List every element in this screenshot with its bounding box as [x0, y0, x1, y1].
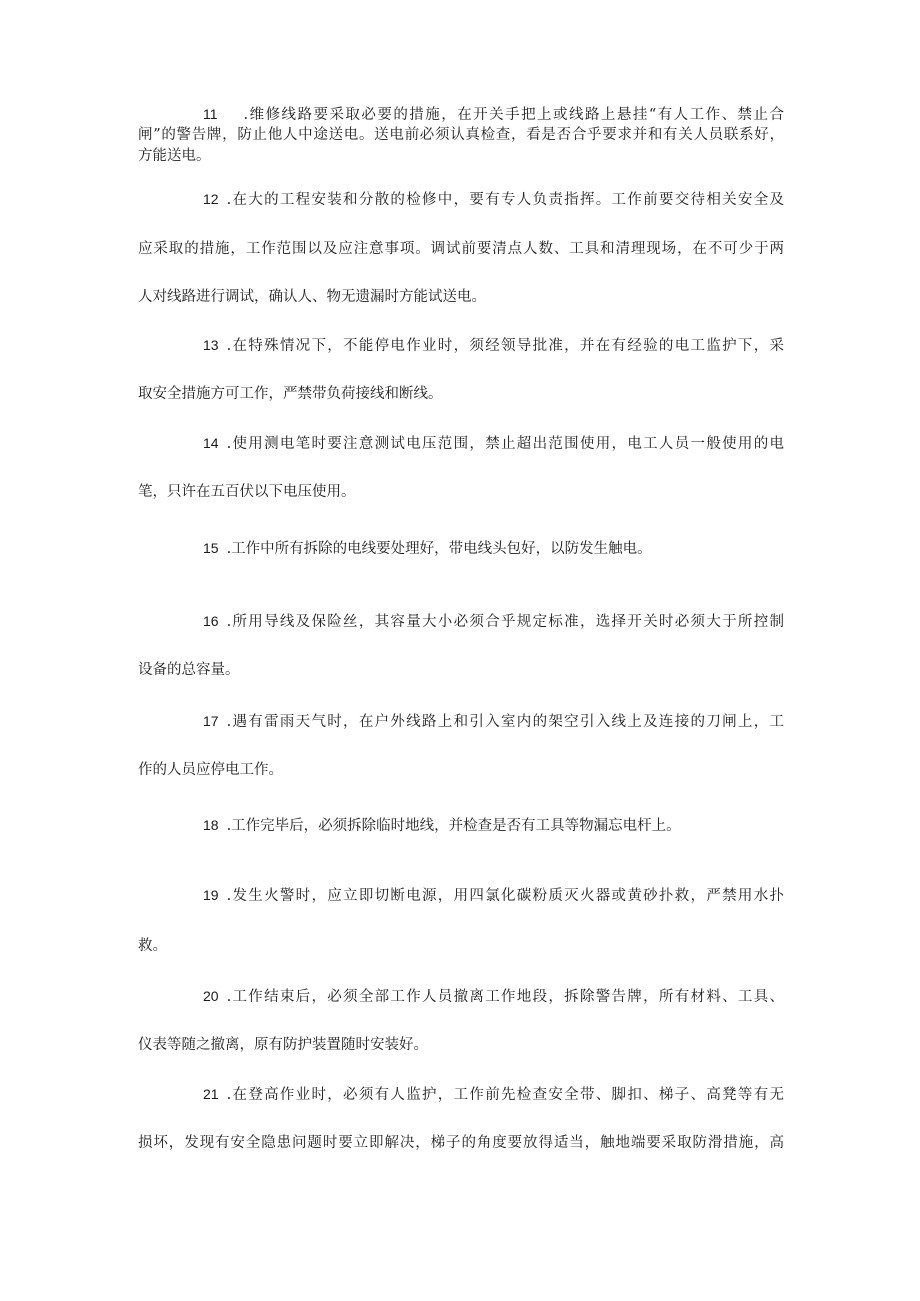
paragraph-text: .维修线路要采取必要的措施，在开关手把上或线路上悬挂“有人工作、禁止合 — [243, 107, 784, 123]
paragraph-line — [203, 711, 784, 732]
paragraph-text: .工作中所有拆除的电线要处理好，带电线头包好，以防发生触电。 — [226, 541, 652, 557]
paragraph-text: .在登高作业时，必须有人监护，工作前先检查安全带、脚扣、梯子、高凳等有无 — [226, 1087, 784, 1103]
paragraph-line — [203, 538, 784, 559]
paragraph-line — [203, 104, 784, 125]
paragraph-line: 应采取的措施，工作范围以及应注意事项。调试前要清点人数、工具和清理现场，在不可少于两 — [138, 241, 784, 257]
item-number: 19 — [203, 887, 219, 903]
paragraph-text: .使用测电笔时要注意测试电压范围，禁止超出范围使用，电工人员一般使用的电 — [226, 436, 784, 452]
item-number: 11 — [203, 106, 218, 122]
paragraph-line: 闸”的警告牌，防止他人中途送电。送电前必须认真检查，看是否合乎要求并和有关人员联系好， — [138, 127, 784, 143]
paragraph-line: 笔，只许在五百伏以下电压使用。 — [138, 484, 356, 500]
item-number: 15 — [203, 540, 219, 556]
paragraph-text: .发生火警时，应立即切断电源，用四氯化碳粉质灭火器或黄砂扑救，严禁用水扑 — [226, 888, 784, 904]
paragraph-line — [203, 986, 784, 1007]
item-number: 20 — [203, 988, 219, 1004]
item-number: 21 — [203, 1086, 219, 1102]
paragraph-text: .在特殊情况下，不能停电作业时，须经领导批准，并在有经验的电工监护下，采 — [226, 338, 784, 354]
paragraph-line — [203, 1084, 784, 1105]
item-number: 18 — [203, 817, 219, 833]
paragraph-line: 仪表等随之撤离，原有防护装置随时安装好。 — [138, 1037, 428, 1053]
paragraph-line: 取安全措施方可工作，严禁带负荷接线和断线。 — [138, 386, 443, 402]
paragraph-text: .遇有雷雨天气时，在户外线路上和引入室内的架空引入线上及连接的刀闸上，工 — [226, 714, 784, 730]
item-number: 14 — [203, 435, 219, 451]
paragraph-line — [203, 433, 784, 454]
paragraph-line — [203, 611, 784, 632]
item-number: 13 — [203, 337, 219, 353]
paragraph-line: 救。 — [138, 938, 167, 954]
paragraph-text: .在大的工程安装和分散的检修中，要有专人负责指挥。工作前要交待相关安全及 — [226, 192, 784, 208]
paragraph-line — [203, 815, 784, 836]
paragraph-line — [203, 189, 784, 210]
paragraph-line — [203, 885, 784, 906]
paragraph-line: 方能送电。 — [138, 148, 211, 164]
paragraph-line: 作的人员应停电工作。 — [138, 762, 283, 778]
item-number: 17 — [203, 713, 219, 729]
paragraph-line: 损坏，发现有安全隐患问题时要立即解决，梯子的角度要放得适当，触地端要采取防滑措施，高 — [138, 1135, 784, 1151]
item-number: 12 — [203, 191, 219, 207]
item-number: 16 — [203, 613, 219, 629]
paragraph-text: .所用导线及保险丝，其容量大小必须合乎规定标准，选择开关时必须大于所控制 — [226, 614, 784, 630]
paragraph-text: .工作结束后，必须全部工作人员撤离工作地段，拆除警告牌，所有材料、工具、 — [226, 989, 784, 1005]
paragraph-line: 设备的总容量。 — [138, 662, 240, 678]
paragraph-text: .工作完毕后，必须拆除临时地线，并检查是否有工具等物漏忘电杆上。 — [226, 818, 681, 834]
paragraph-line: 人对线路进行调试，确认人、物无遗漏时方能试送电。 — [138, 289, 486, 305]
paragraph-line — [203, 335, 784, 356]
